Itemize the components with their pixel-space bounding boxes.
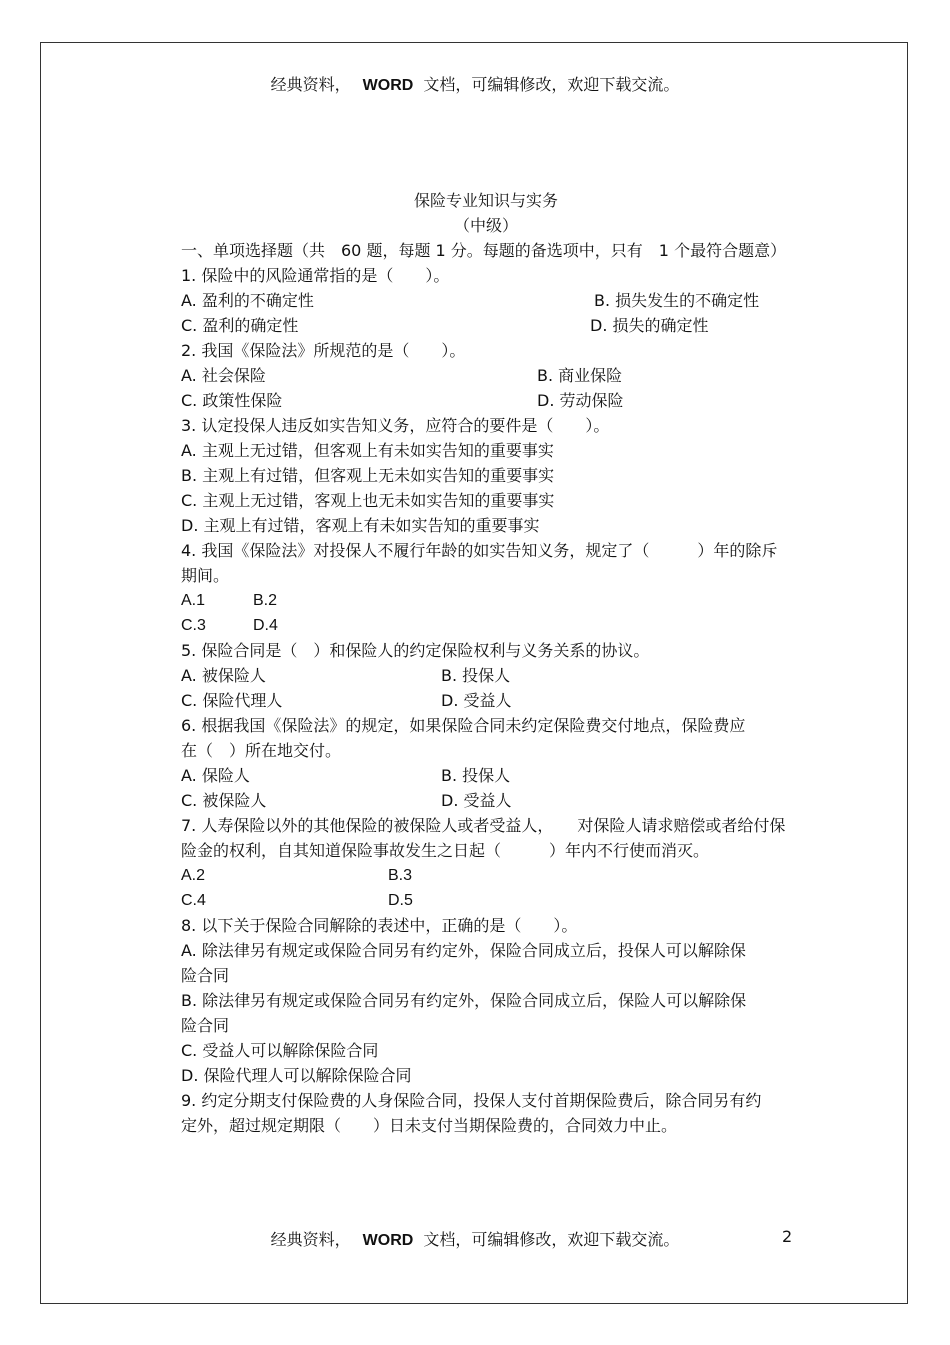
page-number: 2 [782, 1227, 793, 1246]
q7-option-b: B.3 [388, 867, 413, 884]
question-2: 2. 我国《保险法》所规范的是（ ）。 [181, 341, 466, 360]
doc-title: 保险专业知识与实务 [413, 191, 558, 210]
q1-option-c: C. 盈利的确定性 [181, 316, 299, 335]
question-6: 6. 根据我国《保险法》的规定，如果保险合同未约定保险费交付地点，保险费应在（ ）所在地交付。 [181, 716, 746, 760]
q6-option-c: C. 被保险人 [181, 791, 267, 810]
q8-option-b: B. 除法律另有规定或保险合同另有约定外，保险合同成立后，保险人可以解除保险合同 [181, 991, 747, 1035]
question-1: 1. 保险中的风险通常指的是（ ）。 [181, 266, 450, 285]
q5-option-d: D. 受益人 [441, 691, 512, 710]
q3-option-b: B. 主观上有过错，但客观上无未如实告知的重要事实 [181, 466, 555, 485]
q5-option-a: A. 被保险人 [181, 666, 266, 685]
footer-post: 文档，可编辑修改，欢迎下载交流。 [423, 1230, 680, 1249]
page-footer [0, 1227, 950, 1250]
header-post: 文档，可编辑修改，欢迎下载交流。 [423, 75, 680, 94]
q6-option-d: D. 受益人 [441, 791, 512, 810]
q8-option-c: C. 受益人可以解除保险合同 [181, 1041, 379, 1060]
q2-option-b: B. 商业保险 [537, 366, 623, 385]
q2-options-row1 [181, 363, 791, 388]
q4-options-row2 [181, 613, 791, 638]
q1-option-d: D. 损失的确定性 [590, 316, 709, 335]
header-word: WORD [362, 77, 414, 94]
q7-options-row2 [181, 888, 791, 913]
q6-option-b: B. 投保人 [441, 766, 511, 785]
q4-option-a: A.1 [181, 592, 206, 609]
document-body [181, 188, 791, 1138]
page-header [0, 72, 950, 95]
q6-options-row2 [181, 788, 791, 813]
q5-options-row2 [181, 688, 791, 713]
q7-options-row1 [181, 863, 791, 888]
q7-option-d: D.5 [388, 892, 413, 909]
q2-option-a: A. 社会保险 [181, 366, 266, 385]
question-5: 5. 保险合同是（ ）和保险人的约定保险权利与义务关系的协议。 [181, 641, 650, 660]
footer-pre: 经典资料， [270, 1230, 351, 1249]
q3-option-d: D. 主观上有过错，客观上有未如实告知的重要事实 [181, 516, 540, 535]
q5-options-row1 [181, 663, 791, 688]
doc-subtitle: （中级） [453, 216, 518, 235]
q4-option-d: D.4 [253, 617, 278, 634]
question-8: 8. 以下关于保险合同解除的表述中，正确的是（ ）。 [181, 916, 578, 935]
q1-options-row2 [181, 313, 791, 338]
section-heading: 一、单项选择题（共 60 题，每题 1 分。每题的备选项中，只有 1 个最符合题意） [181, 241, 787, 260]
q5-option-c: C. 保险代理人 [181, 691, 283, 710]
q1-option-b: B. 损失发生的不确定性 [594, 291, 760, 310]
q2-option-d: D. 劳动保险 [537, 391, 624, 410]
q7-option-a: A.2 [181, 867, 206, 884]
question-9: 9. 约定分期支付保险费的人身保险合同，投保人支付首期保险费后，除合同另有约定外，超过规定期限（ ）日未支付当期保险费的，合同效力中止。 [181, 1091, 762, 1135]
q4-options-row1 [181, 588, 791, 613]
q6-option-a: A. 保险人 [181, 766, 250, 785]
q7-option-c: C.4 [181, 892, 206, 909]
question-7: 7. 人寿保险以外的其他保险的被保险人或者受益人， 对保险人请求赔偿或者给付保险金的权利，自其知道保险事故发生之日起（ ）年内不行使而消灭。 [181, 816, 786, 860]
question-3: 3. 认定投保人违反如实告知义务，应符合的要件是（ ）。 [181, 416, 610, 435]
q3-option-c: C. 主观上无过错，客观上也无未如实告知的重要事实 [181, 491, 555, 510]
q2-options-row2 [181, 388, 791, 413]
question-4: 4. 我国《保险法》对投保人不履行年龄的如实告知义务，规定了（ ）年的除斥期间。 [181, 541, 778, 585]
q8-option-d: D. 保险代理人可以解除保险合同 [181, 1066, 412, 1085]
q4-option-b: B.2 [253, 592, 278, 609]
q5-option-b: B. 投保人 [441, 666, 511, 685]
q4-option-c: C.3 [181, 617, 206, 634]
footer-word: WORD [362, 1232, 414, 1249]
q2-option-c: C. 政策性保险 [181, 391, 283, 410]
q3-option-a: A. 主观上无过错，但客观上有未如实告知的重要事实 [181, 441, 554, 460]
header-pre: 经典资料， [270, 75, 351, 94]
q6-options-row1 [181, 763, 791, 788]
q1-option-a: A. 盈利的不确定性 [181, 291, 314, 310]
q8-option-a: A. 除法律另有规定或保险合同另有约定外，保险合同成立后，投保人可以解除保险合同 [181, 941, 746, 985]
q1-options-row1 [181, 288, 791, 313]
